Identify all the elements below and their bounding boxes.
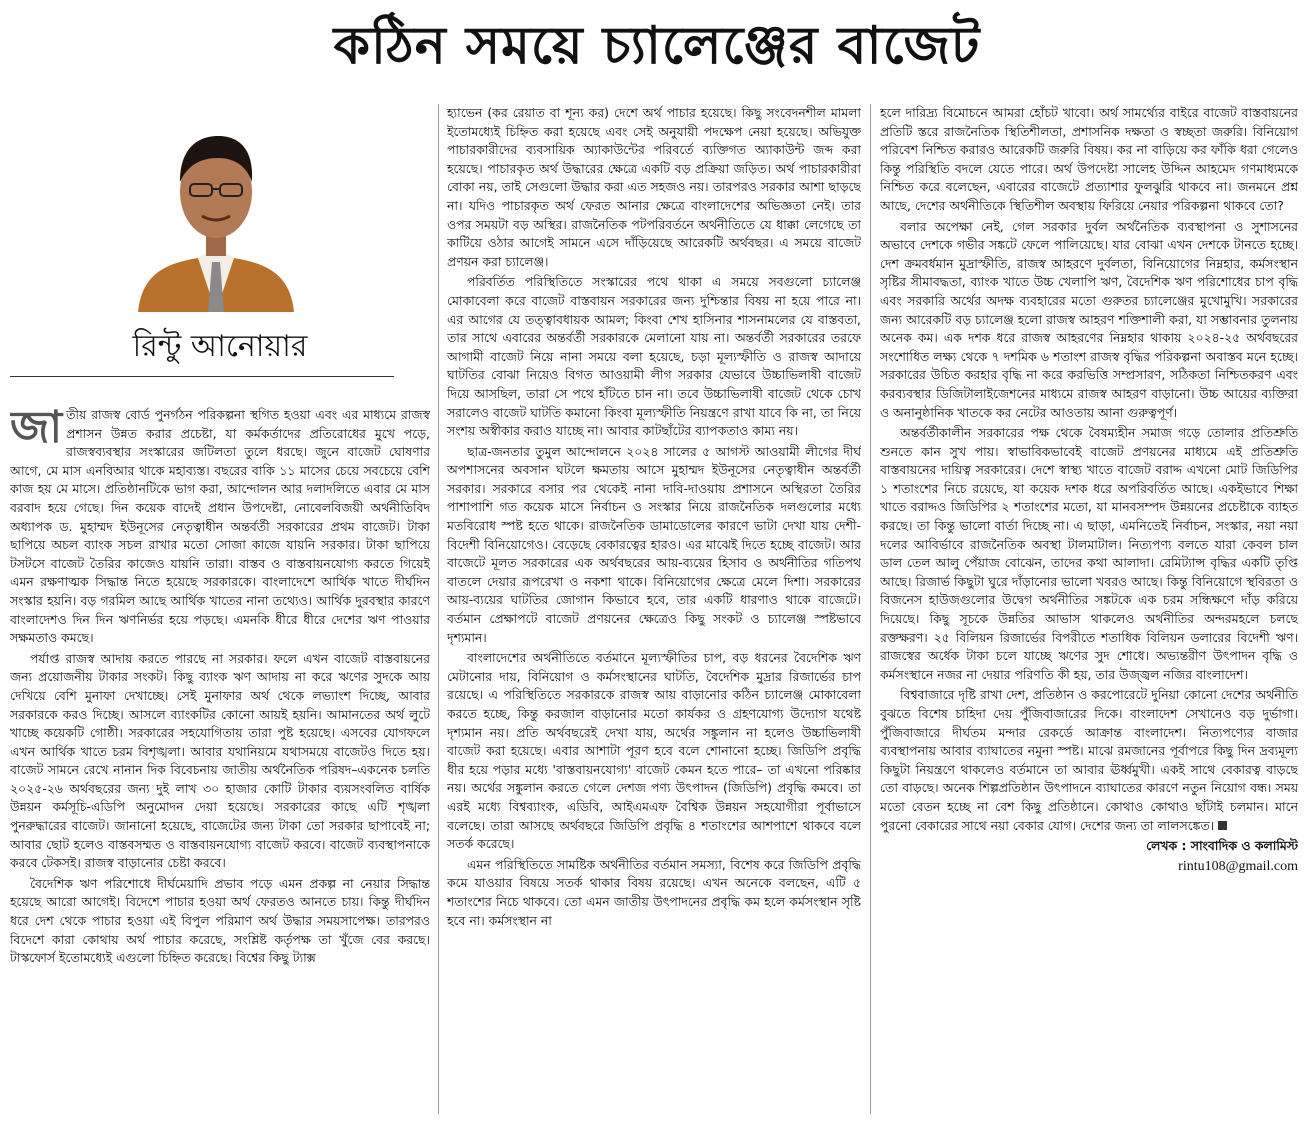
paragraph: বাংলাদেশের অর্থনীতিতে বর্তমানে মূল্যস্ফীতির চাপ, বড় ধরনের বৈদেশিক ঋণ মেটানোর দায়, বিনিয়োগ ও কর্মসংস্থানের ঘাটতি, বৈদেশিক মুদ্রার রিজার্ভের চাপ রয়েছে। এ পরিস্থিতিতে সরকারকে রাজস্ব আয় বাড়ানোর কঠিন চ্যালেঞ্জ মোকাবেলা করতে হচ্ছে, কিন্তু করজাল বাড়ানোর মতো কার্যকর ও গ্রহণযোগ্য উদ্যোগ যথেষ্ট দৃশ্যমান নয়। প্রতি অর্থবছরেই দেখা যায়, অর্থের সঙ্কুলান না হলেও উচ্চাভিলাষী বাজেট করা হয়েছে। এবার আশাটা পূরণ হবে বলে শোনানো হচ্ছে। জিডিপি প্রবৃদ্ধি ধীর হয়ে পড়ার মধ্যে 'বাস্তবায়নযোগ্য' বাজেট কেমন হতে পারে– তা এখনো পরিষ্কার নয়। অর্থের সঙ্কুলান করতে গেলে দেশজ পণ্য উৎপাদন (জিডিপি) প্রবৃদ্ধি কমবে। তা এরই মধ্যে বিশ্বব্যাংক, এডিবি, আইএমএফ বৈশ্বিক উন্নয়ন সহযোগীরা পূর্বাভাসে বলেছে। তারা আসছে অর্থবছরে জিডিপি প্রবৃদ্ধি ৪ শতাংশের আশপাশে থাকবে বলে সতর্ক করেছে। <box>447 650 861 852</box>
paragraph: অন্তর্বর্তীকালীন সরকারের পক্ষ থেকে বৈষম্যহীন সমাজ গড়ে তোলার প্রতিশ্রুতি শুনতে কান সুখ পায়। স্বাভাবিকভাবেই বাজেট প্রণয়নের মাধ্যমে এই প্রতিশ্রুতি বাস্তবায়নের দায়িত্ব সরকারের। দেশে স্বাস্থ্য খাতে বাজেট বরাদ্দ এখনো মোট জিডিপির ১ শতাংশের নিচে রয়েছে, যা কয়েক দশক ধরে অপরিবর্তিত আছে। একইভাবে শিক্ষা খাতে বরাদ্দও জিডিপির ২ শতাংশের মতো, যা মানবসম্পদ উন্নয়নের প্রচেষ্টাকে ব্যাহত করছে। তা কিন্তু ভালো বার্তা দিচ্ছে না। এ ছাড়া, এমনিতেই নির্বাচন, সংস্কার, নয়া নয়া দলের আবির্ভাবে রাজনৈতিক অবস্থা টালমাটাল। নিত্যপণ্য বলতে যারা কেবল চাল ডাল তেল আলু পেঁয়াজ বোঝেন, তাদের কথা আলাদা। রেমিট্যান্স বৃদ্ধির একটি তৃপ্তি আছে। রিজার্ভ কিছুটা ঘুরে দাঁড়ানোর ভালো খবরও আছে। কিন্তু বিনিয়োগে স্থবিরতা ও বিজনেস হাউজগুলোর উদ্বেগ অর্থনীতির সঙ্কটকে এক চরম সন্ধিক্ষণে দাঁড় করিয়ে দিয়েছে। কিছু সূচকে উন্নতির আভাস থাকলেও অর্থনীতির অন্দরমহলে চলছে রক্তক্ষরণ। ২৫ বিলিয়ন রিজার্ভের বিপরীতে শতাধিক বিলিয়ন ডলারের বিদেশী ঋণ। রাজস্বের অর্ধেক টাকা চলে যাচ্ছে ঋণের সুদ শোধে। অভ্যন্তরীণ উৎপাদন বৃদ্ধি ও কর্মসংস্থানে নজর না দেয়ার পরিণতি কী হয়, তার উজ্জ্বল নজির বাংলাদেশ। <box>880 425 1298 682</box>
author-byline: লেখক : সাংবাদিক ও কলামিস্ট <box>1146 838 1298 854</box>
dropcap: জা <box>10 406 63 453</box>
paragraph: হলে দারিদ্র্য বিমোচনে আমরা হোঁচট খাবো। অর্থ সামর্থ্যের বাইরে বাজেট বাস্তবায়নের প্রতিটি স্তরে রাজনৈতিক স্থিতিশীলতা, প্রশাসনিক দক্ষতা ও স্বচ্ছতা জরুরি। বিনিয়োগ পরিবেশ নিশ্চিত করারও আরেকটি জরুরি বিষয়। কর না বাড়িয়ে কর ফাঁকি ধরা গেলেও কিন্তু পরিস্থিতি বদলে যেতে পারে। অর্থ উপদেষ্টা সালেহ উদ্দিন আহমেদ গণমাধ্যমকে নিশ্চিত করে বলেছেন, এবারের বাজেটে প্রত্যাশার ফুলঝুরি থাকবে না। জনমনে প্রশ্ন আছে, দেশের অর্থনীতিকে স্থিতিশীল অবস্থায় ফিরিয়ে নেয়ার পরিকল্পনা থাকবে তো? <box>880 105 1298 213</box>
author-email[interactable]: rintu108@gmail.com <box>1178 858 1298 874</box>
article-column-1 <box>10 406 430 1106</box>
column-divider <box>438 104 439 1114</box>
paragraph-text: বিশ্ববাজারে দৃষ্টি রাখা দেশ, প্রতিষ্ঠান ও করপোরেটে দুনিয়া কোনো দেশের অর্থনীতি বুঝতে বিশেষ চাহিদা দেয় পুঁজিবাজারের দিকে। বাংলাদেশ সেখানেও বড় দুর্ভাগা। পুঁজিবাজারে দীর্ঘতম মন্দার রেকর্ডে আক্রান্ত বাংলাদেশ। নিত্যপণ্যের বাজার ব্যবস্থাপনায় আবার ব্যাঘাতের নমুনা স্পষ্ট। মাঝে রমজানের পূর্বাপরে কিছু দিন দ্রব্যমূল্য কিছুটা নিয়ন্ত্রণে থাকলেও বর্তমানে তা আবার ঊর্ধ্বমুখী। একই সাথে বেকারত্ব বাড়ছে তো বাড়ছে। অনেক শিল্পপ্রতিষ্ঠান উৎপাদনে ব্যাঘাতের কারণে নতুন নিয়োগ বন্ধ। সময় মতো বেতন হচ্ছে না বেশ কিছু প্রতিষ্ঠানে। কোথাও কোথাও ছাঁটাই চলমান। মানে পুরনো বেকারের সাথে নয়া বেকার যোগ। দেশের জন্য তা লালসঙ্কেত। <box>880 687 1298 833</box>
author-portrait-icon <box>128 112 304 312</box>
author-photo <box>128 112 304 312</box>
paragraph: হ্যাভেন (কর রেয়াত বা শূন্য কর) দেশে অর্থ পাচার হয়েছে। কিছু সংবেদনশীল মামলা ইতোমধ্যেই চিহ্নিত করা হয়েছে এবং সেই অনুযায়ী পদক্ষেপ নেয়া হয়েছে। অভিযুক্ত পাচারকারীদের ব্যবসায়িক অ্যাকাউন্টের পরিবর্তে ব্যক্তিগত অ্যাকাউন্ট জব্দ করা হয়েছে। পাচারকৃত অর্থ উদ্ধারের ক্ষেত্রে একটি বড় প্রক্রিয়া জড়িত। অর্থ পাচারকারীরা বোকা নয়, তাই সেগুলো উদ্ধার করা এত সহজও নয়। তারপরও সরকার আশা ছাড়ছে না। যদিও পাচারকৃত অর্থ ফেরত আনার ক্ষেত্রে বাংলাদেশের অভিজ্ঞতা নেই। তার ওপর সময়টা বড় অস্থির। রাজনৈতিক পটপরিবর্তনে অর্থনীতিতে যে ধাক্কা লেগেছে তা কাটিয়ে ওঠার আগেই সামনে এসে দাঁড়িয়েছে আরেকটি অর্থবছর। এ সময়ে বাজেট প্রণয়ন করা চ্যালেঞ্জ। <box>447 105 861 269</box>
paragraph <box>10 406 430 648</box>
column-divider <box>870 104 871 1114</box>
article-column-3 <box>880 104 1298 1114</box>
author-name: রিন্টু আনোয়ার <box>132 329 308 364</box>
paragraph: পর্যাপ্ত রাজস্ব আদায় করতে পারছে না সরকার। ফলে এখন বাজেট বাস্তবায়নের জন্য প্রয়োজনীয় টাকার সংকট। কিছু ব্যাংক ঋণ আদায় না করে ঋণের সুদকে আয় দেখিয়ে বেশি মুনাফা দেখাচ্ছে। সেই মুনাফার অর্থ থেকে লভ্যাংশ দিচ্ছে, আবার সরকারকে করও দিচ্ছে। আসলে ব্যাংকটির কোনো আয়ই হয়নি। আমানতের অর্থ লুটে খাচ্ছে কয়েকটি গোষ্ঠী। সরকারের সহযোগিতায় তারা পুষ্ট হয়েছে। এসবের যোগফলে এখন আর্থিক খাতে চরম বিশৃঙ্খলা। আবার যথানিয়মে যথাসময়ে বাজেটও দিতে হয়। বাজেট সামনে রেখে নানান দিক বিবেচনায় জাতীয় অর্থনৈতিক পরিষদ–একনেক চলতি ২০২৫-২৬ অর্থবছরের জন্য দুই লাখ ৩০ হাজার কোটি টাকার ব্যয়সংবলিত বার্ষিক উন্নয়ন কর্মসূচি-এডিপি অনুমোদন দেয়া হয়েছে। সরকারের কাছে এটি শৃঙ্খলা পুনরুদ্ধারের বাজেট। জানানো হয়েছে, বাজেটের জন্য টাকা তো সরকার ছাপাবেই না; আবার ছোট হলেও বাস্তবসম্মত ও বাস্তবায়নযোগ্য বাজেট করবে। বাজেট ব্যবস্থাপনাকে করবে টেকসই। রাজস্ব বাড়ানোর চেষ্টা করবে। <box>10 650 430 871</box>
end-mark-icon <box>1218 821 1227 830</box>
paragraph: পরিবর্তিত পরিস্থিতিতে সংস্কারের পথে থাকা এ সময়ে সবগুলো চ্যালেঞ্জ মোকাবেলা করে বাজেট বাস্তবায়ন সরকারের জন্য দুশ্চিন্তার বিষয় না হয়ে পারে না। এর আগের যে তত্ত্বাবধায়ক আমল; কিংবা শেখ হাসিনার শাসনামলের যে বাস্তবতা, তার সাথে এবারের অন্তর্বর্তী সরকারকে মেলানো যায় না। অন্তর্বর্তী সরকারের তরফে আগামী বাজেট নিয়ে নানা সময়ে বলা হয়েছে, চড়া মূল্যস্ফীতি ও রাজস্ব আদায়ে ঘাটতির বোঝা নিয়েও বিগত আওয়ামী লীগ সরকার যেভাবে উচ্চাভিলাষী বাজেট দিয়ে আসছিল, তারা সে পথে হাঁটতে চান না। তবে উচ্চাভিলাষী বাজেট থেকে চোখ সরালেও বাজেট ঘাটতি কমানো কিংবা মূল্যস্ফীতি নিয়ন্ত্রণে রাখা যাবে কি না, তা নিয়ে সংশয় অস্বীকার করাও যাচ্ছে না। আবার কাটছাঁটের ব্যাপকতাও কাম্য নয়। <box>447 274 861 439</box>
paragraph <box>880 686 1298 835</box>
author-divider <box>10 376 394 377</box>
paragraph: বলার অপেক্ষা নেই, গেল সরকার দুর্বল অর্থনৈতিক ব্যবস্থাপনা ও সুশাসনের অভাবে দেশকে গভীর সঙ্কটে ফেলে পালিয়েছে। যার বোঝা এখন দেশকে টানতে হচ্ছে। দেশ ক্রমবর্ধমান মুদ্রাস্ফীতি, রাজস্ব আহরণে দুর্বলতা, বিনিয়োগের নিম্নহার, কর্মসংস্থান সৃষ্টির সীমাবদ্ধতা, ব্যাংক খাতে উচ্চ খেলাপি ঋণ, বৈদেশিক ঋণ পরিশোধের চাপ বৃদ্ধি এবং সরকারি অর্থের অদক্ষ ব্যবহারের মতো গুরুতর চ্যালেঞ্জের মুখোমুখি। সরকারের জন্য আরেকটি বড় চ্যালেঞ্জ হলো রাজস্ব আহরণ শক্তিশালী করা, যা সম্ভাবনার তুলনায় অনেক কম। এক দশক ধরে রাজস্ব আহরণের নিম্নহার থাকায় ২০২৪-২৫ অর্থবছরের সংশোধিত লক্ষ্য থেকে ৭ দশমিক ৬ শতাংশ রাজস্ব বৃদ্ধির পরিকল্পনা অবাস্তব মনে হচ্ছে। সরকারের উচিত করহার বৃদ্ধি না করে করভিত্তি সম্প্রসারণ, সঠিকতা নিশ্চিতকরণ এবং করব্যবস্থার ডিজিটালাইজেশনের মাধ্যমে রাজস্ব আহরণ বাড়ানো। উচ্চ আয়ের ব্যক্তিরা ও অনানুষ্ঠানিক খাতকে কর নেটের আওতায় আনা গুরুত্বপূর্ণ। <box>880 218 1298 420</box>
article-headline: কঠিন সময়ে চ্যালেঞ্জের বাজেট <box>333 16 981 76</box>
paragraph-text: তীয় রাজস্ব বোর্ড পুনর্গঠন পরিকল্পনা স্থগিত হওয়া এবং এর মাধ্যমে রাজস্ব প্রশাসন উন্নত করার প্রচেষ্টা, যা কর্মকর্তাদের প্রতিরোধের মুখে পড়ে, রাজস্বব্যবস্থার সংস্কারের জটিলতা তুলে ধরছে। জুনে বাজেট ঘোষণার আগে, মে মাস এনবিআর থাকে মহাব্যস্ত। বছরের বাকি ১১ মাসের চেয়ে সবচেয়ে বেশি কাজ হয় মে মাসে। প্রতিষ্ঠানটিকে ভাগ করা, আন্দোলন আর দলাদলিতে এবার মে মাস বরবাদ হয়ে গেছে। দিন কয়েক বাদেই প্রধান উপদেষ্টা, নোবেলবিজয়ী অর্থনীতিবিদ অধ্যাপক ড. মুহাম্মদ ইউনূসের নেতৃত্বাধীন অন্তর্বর্তী সরকারের প্রথম বাজেট। টাকা ছাপিয়ে অচল ব্যাংক সচল রাখার মতো সোজা কাজে যায়নি সরকার। টাকা ছাপিয়ে টসটসে বাজেট তৈরির কাজেও যায়নি তারা। বাস্তব ও বাস্তবায়নযোগ্য করতে গিয়েই এমন রক্ষণাত্মক সিদ্ধান্ত নিতে হয়েছে সরকারকে। বাংলাদেশে আর্থিক খাতে দীর্ঘদিন সংস্কার হয়নি। বড় গরমিল আছে আর্থিক খাতের নানা তথ্যেও। আর্থিক দুরবস্থার কারণে বাংলাদেশও দিন দিন ঋণনির্ভর হয়ে পড়ছে। এমনকি ধীরে ধীরে দেশের ঋণ পাওয়ার সক্ষমতাও কমছে। <box>10 407 430 646</box>
paragraph: এমন পরিস্থিতিতে সামষ্টিক অর্থনীতির বর্তমান সমস্যা, বিশেষ করে জিডিপি প্রবৃদ্ধি কমে যাওয়ার বিষয়ে সতর্ক থাকার বিষয় রয়েছে। এখন অনেকে বলছেন, এটি ৫ শতাংশের নিচে থাকবে। তো এমন জাতীয় উৎপাদনের প্রবৃদ্ধি কম হলে কর্মসংস্থান সৃষ্টি হবে না। কর্মসংস্থান না <box>447 856 861 928</box>
paragraph: বৈদেশিক ঋণ পরিশোধে দীর্ঘমেয়াদি প্রভাব পড়ে এমন প্রকল্প না নেয়ার সিদ্ধান্ত হয়েছে আরো আগেই। বিদেশে পাচার হওয়া অর্থ ফেরতও আনতে চায়। কিন্তু দীর্ঘদিন ধরে দেশ থেকে পাচার হওয়া এই বিপুল পরিমাণ অর্থ উদ্ধার সময়সাপেক্ষ। তারপরও বিদেশে কারা কোথায় অর্থ পাচার করেছে, সংশ্লিষ্ট কর্তৃপক্ষ তা খুঁজে বের করছে। টাস্কফোর্স ইতোমধ্যেই এগুলো চিহ্নিত করেছে। বিশ্বের কিছু ট্যাক্স <box>10 875 430 966</box>
paragraph: ছাত্র-জনতার তুমুল আন্দোলনে ২০২৪ সালের ৫ আগস্ট আওয়ামী লীগের দীর্ঘ অপশাসনের অবসান ঘটলে ক্ষমতায় আসে মুহাম্মদ ইউনূসের নেতৃত্বাধীন অন্তর্বর্তী সরকার। সরকারে বসার পর থেকেই নানা দাবি-দাওয়ায় প্রশাসনে অস্থিরতা তৈরির পাশাপাশি গত কয়েক মাসে নির্বাচন ও সংস্কার নিয়ে রাজনৈতিক দলগুলোর মধ্যে মতবিরোধ স্পষ্ট হতে থাকে। রাজনৈতিক ডামাডোলের কারণে ভাটা দেখা যায় দেশী-বিদেশী বিনিয়োগেও। বেড়েছে বেকারত্বের হারও। এর মাঝেই দিতে হচ্ছে বাজেট। আর বাজেটে মূলত সরকারের এক অর্থবছরের আয়-ব্যয়ের হিসাব ও অর্থনীতির গতিপথ বাতলে দেয়ার রূপরেখা ও নকশা থাকে। বিনিয়োগের ক্ষেত্রে মেলে দিশা। সরকারের আয়-ব্যয়ের ঘাটতির জোগান কিভাবে হবে, তার একটি ধারণাও থাকে বাজেটে। বর্তমান প্রেক্ষাপটে বাজেট প্রণয়নের ক্ষেত্রেও কিছু সংকট ও চ্যালেঞ্জ স্পষ্টভাবে দৃশ্যমান। <box>447 443 861 645</box>
article-column-2 <box>447 104 861 1114</box>
